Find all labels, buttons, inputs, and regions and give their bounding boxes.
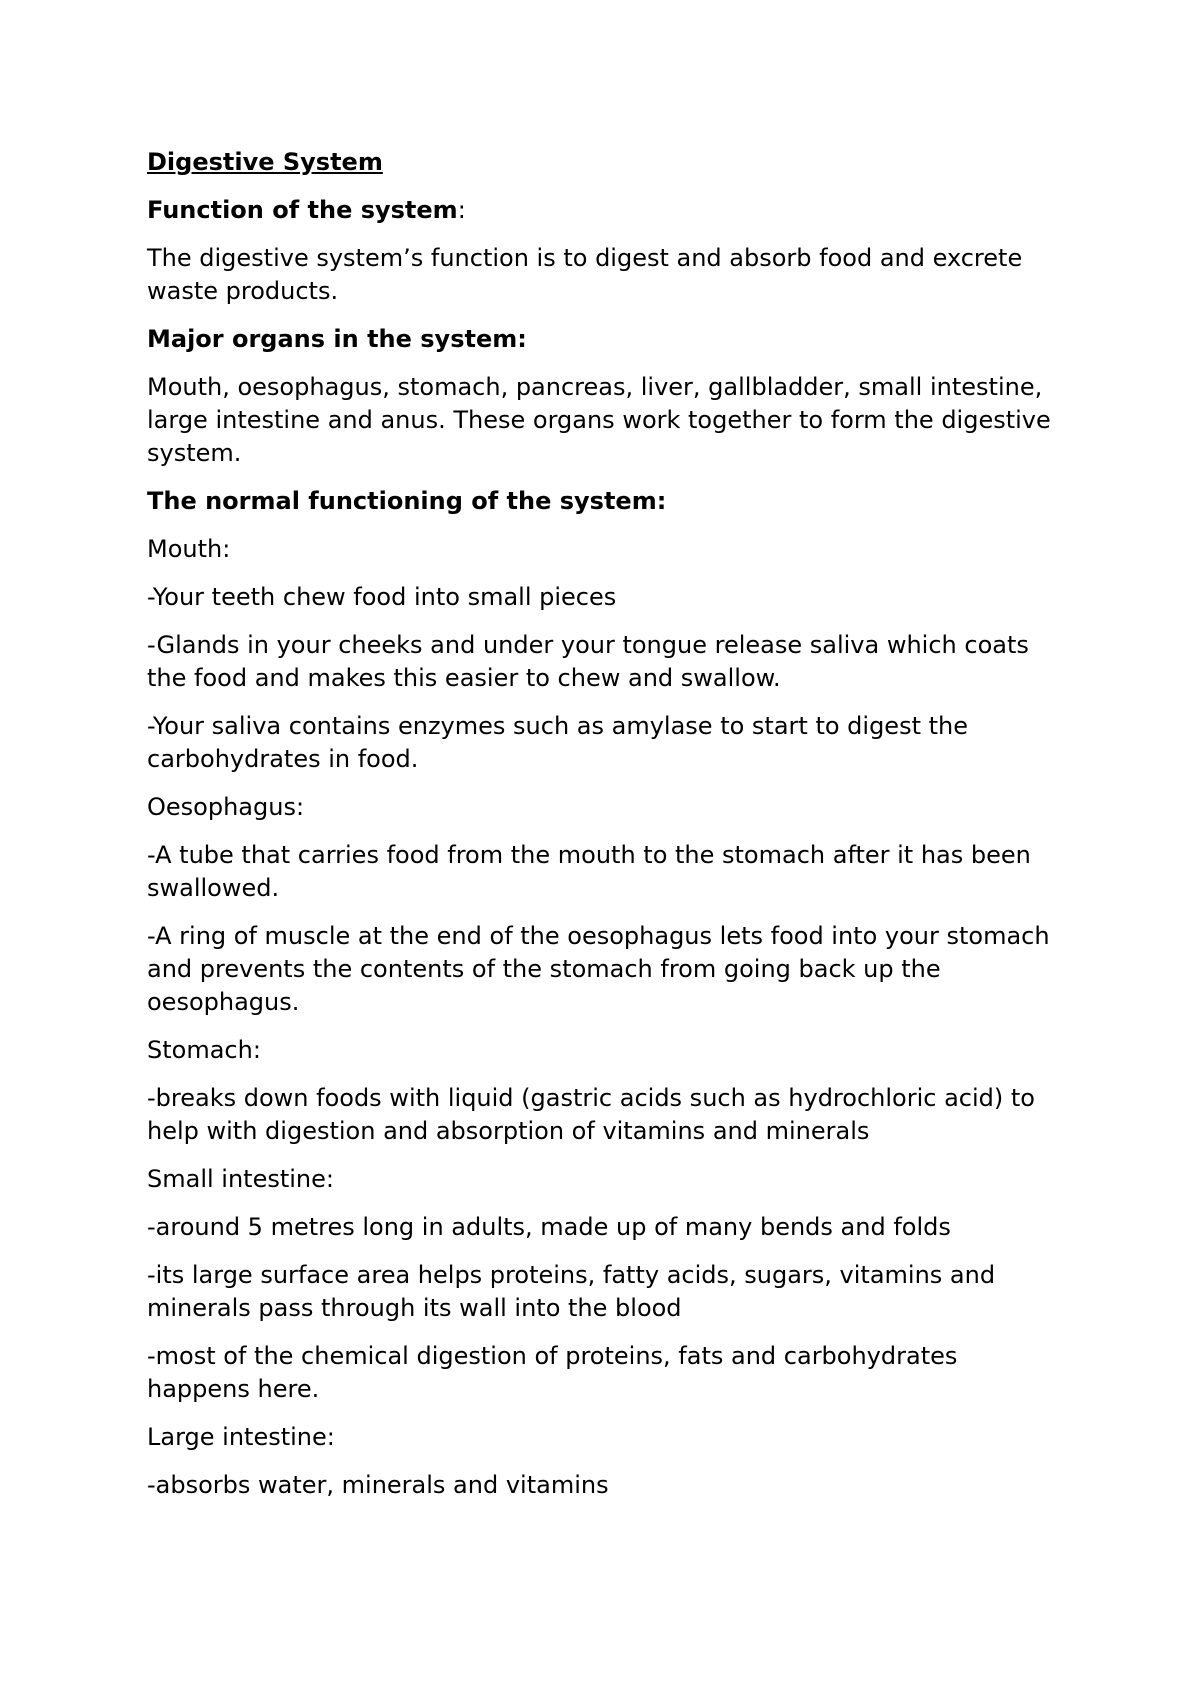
function-heading-line	[147, 194, 1067, 227]
mouth-point: -Your saliva contains enzymes such as amylase to start to digest the carbohydrates in food.	[147, 712, 968, 773]
function-heading: Function of the system	[147, 196, 458, 224]
section-label-large-intestine: Large intestine:	[147, 1423, 335, 1451]
section-label-oesophagus: Oesophagus:	[147, 793, 305, 821]
document-title: Digestive System	[147, 148, 383, 176]
oesophagus-point: -A tube that carries food from the mouth to the stomach after it has been swallowed.	[147, 841, 1031, 902]
document-body	[147, 146, 1067, 1517]
organs-text: Mouth, oesophagus, stomach, pancreas, liver, gallbladder, small intestine, large intestine and anus. These organs work together to form the digestive system.	[147, 373, 1051, 467]
function-text: The digestive system’s function is to digest and absorb food and excrete waste products.	[147, 244, 1023, 305]
section-label-small-intestine: Small intestine:	[147, 1165, 334, 1193]
normal-functioning-heading: The normal functioning of the system:	[147, 487, 667, 515]
mouth-point: -Your teeth chew food into small pieces	[147, 583, 617, 611]
section-label-stomach: Stomach:	[147, 1036, 261, 1064]
mouth-point: -Glands in your cheeks and under your tongue release saliva which coats the food and makes this easier to chew and swallow.	[147, 631, 1029, 692]
stomach-point: -breaks down foods with liquid (gastric acids such as hydrochloric acid) to help with digestion and absorption of vitamins and minerals	[147, 1084, 1035, 1145]
small-intestine-point: -around 5 metres long in adults, made up of many bends and folds	[147, 1213, 951, 1241]
small-intestine-point: -its large surface area helps proteins, fatty acids, sugars, vitamins and minerals pass through its wall into the blood	[147, 1261, 996, 1322]
function-heading-colon: :	[457, 196, 466, 224]
section-label-mouth: Mouth:	[147, 535, 231, 563]
oesophagus-point: -A ring of muscle at the end of the oesophagus lets food into your stomach and prevents the contents of the stomach from going back up the oesophagus.	[147, 922, 1050, 1016]
small-intestine-point: -most of the chemical digestion of proteins, fats and carbohydrates happens here.	[147, 1342, 958, 1403]
large-intestine-point: -absorbs water, minerals and vitamins	[147, 1471, 609, 1499]
organs-heading: Major organs in the system:	[147, 325, 527, 353]
